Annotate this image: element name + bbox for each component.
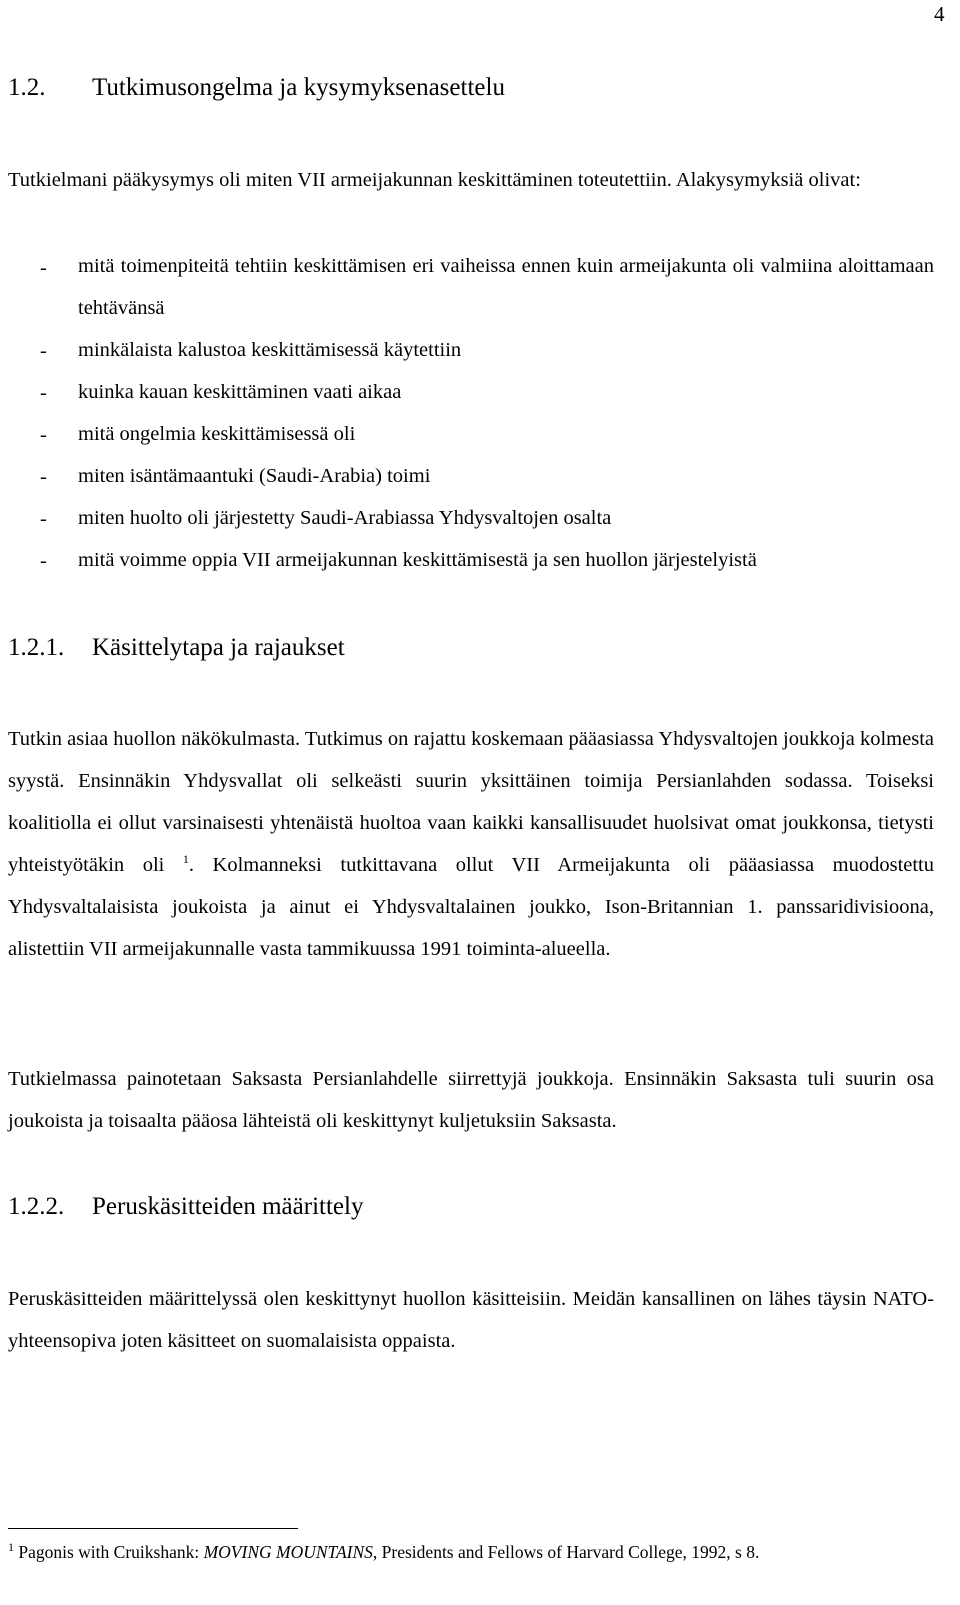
intro-paragraph: Tutkielmani pääkysymys oli miten VII armeijakunnan keskittäminen toteutettiin. Alakysymyksiä olivat: xyxy=(8,169,861,191)
footnote-reference[interactable]: 1 xyxy=(182,852,189,867)
list-dash: - xyxy=(40,424,47,446)
definitions-paragraph: Peruskäsitteiden määrittelyssä olen keskittynyt huollon käsitteisiin. Meidän kansallinen on lähes täysin NATO-yhteensopiva joten käsitteet on suomalaisista oppaista. xyxy=(8,1288,934,1352)
section-heading-1-2 xyxy=(8,74,505,102)
list-dash: - xyxy=(40,550,47,572)
list-item: miten isäntämaantuki (Saudi-Arabia) toimi xyxy=(78,465,431,487)
section-heading-1-2-2 xyxy=(8,1193,363,1221)
list-item: mitä ongelmia keskittämisessä oli xyxy=(78,423,356,445)
section-title: Käsittelytapa ja rajaukset xyxy=(92,634,345,661)
list-dash: - xyxy=(40,508,47,530)
list-item: miten huolto oli järjestetty Saudi-Arabiassa Yhdysvaltojen osalta xyxy=(78,507,612,529)
list-item: minkälaista kalustoa keskittämisessä käytettiin xyxy=(78,339,462,361)
footnote-separator xyxy=(8,1528,298,1529)
scope-text-after-note: . Kolmanneksi tutkittavana ollut VII Armeijakunta oli pääasiassa muodostettu Yhdysvaltalaisista joukoista ja ainut ei Yhdysvaltalainen joukko, Ison-Britannian 1. panssaridivisioona, alistettiin VII armeijakunnalle vasta tammikuussa 1991 toiminta-alueella. xyxy=(8,854,935,960)
list-dash: - xyxy=(40,340,47,362)
footnote xyxy=(8,1542,759,1563)
footnote-mark: 1 xyxy=(8,1540,14,1554)
scope-paragraph xyxy=(8,718,934,970)
list-dash: - xyxy=(40,382,47,404)
list-item: mitä toimenpiteitä tehtiin keskittämisen eri vaiheissa ennen kuin armeijakunta oli valmiina aloittamaan tehtävänsä xyxy=(78,255,934,319)
list-item: kuinka kauan keskittäminen vaati aikaa xyxy=(78,381,402,403)
scope-text-before-note: Tutkin asiaa huollon näkökulmasta. Tutkimus on rajattu koskemaan pääasiassa Yhdysvaltojen joukkoja kolmesta syystä. Ensinnäkin Yhdysvallat oli selkeästi suurin yksittäinen toimija Persianlahden sodassa. Toiseksi koalitiolla ei ollut varsinaisesti yhtenäistä huoltoa vaan kaikki kansallisuudet huolsivat omat joukkonsa, tietysti yhteistyötäkin oli xyxy=(8,728,934,876)
footnote-text-before: Pagonis with Cruikshank: xyxy=(14,1542,204,1562)
footnote-text-after: , Presidents and Fellows of Harvard College, 1992, s 8. xyxy=(372,1542,760,1562)
section-heading-1-2-1 xyxy=(8,634,345,662)
list-item: mitä voimme oppia VII armeijakunnan keskittämisestä ja sen huollon järjestelyistä xyxy=(78,549,757,571)
list-dash: - xyxy=(40,466,47,488)
list-dash: - xyxy=(40,257,47,279)
section-title: Peruskäsitteiden määrittely xyxy=(92,1193,364,1220)
section-number: 1.2.2. xyxy=(8,1193,65,1220)
footnote-title: MOVING MOUNTAINS xyxy=(203,1542,373,1562)
section-title: Tutkimusongelma ja kysymyksenasettelu xyxy=(92,74,505,101)
section-number: 1.2. xyxy=(8,74,46,101)
section-number: 1.2.1. xyxy=(8,634,65,661)
page-number: 4 xyxy=(934,2,945,26)
emphasis-paragraph: Tutkielmassa painotetaan Saksasta Persianlahdelle siirrettyjä joukkoja. Ensinnäkin Saksasta tuli suurin osa joukoista ja toisaalta pääosa lähteistä oli keskittynyt kuljetuksiin Saksasta. xyxy=(8,1068,934,1132)
